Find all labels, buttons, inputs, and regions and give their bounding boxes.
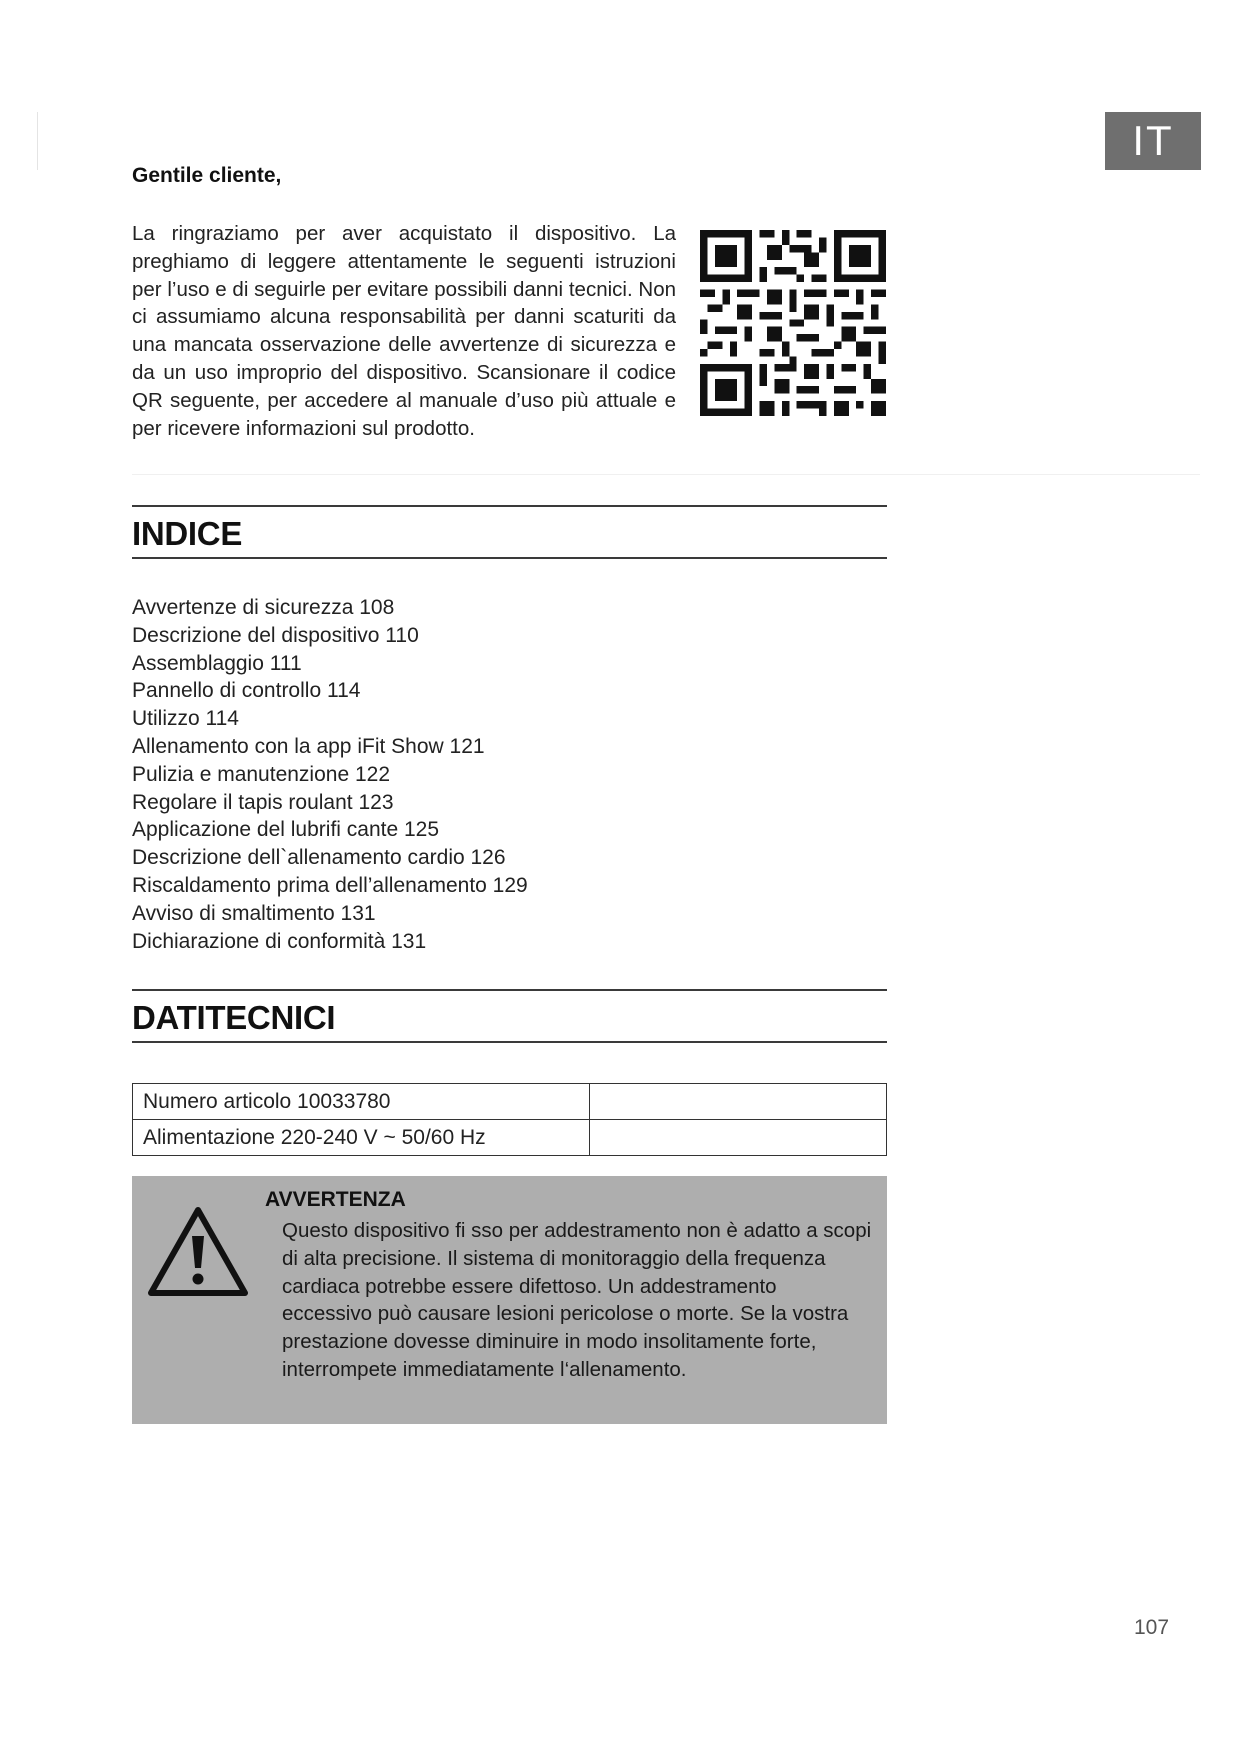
divider — [132, 474, 1200, 475]
index-title: INDICE — [132, 515, 243, 552]
toc-item: Descrizione dell`allenamento cardio 126 — [132, 846, 506, 870]
toc-item: Avviso di smaltimento 131 — [132, 901, 376, 925]
toc-item: Allenamento con la app iFit Show 121 — [132, 734, 485, 758]
language-tab: IT — [1105, 112, 1201, 170]
table-row — [133, 1120, 887, 1156]
intro-paragraph: La ringraziamo per aver acquistato il dispositivo. La preghiamo di leggere attentamente le seguenti istruzioni per l’uso e di seguirle per evitare possibili danni tecnici. Non ci assumiamo alcuna responsabilità per danni scaturiti da una mancata osservazione delle avvertenze di sicurezza e da un uso improprio del dispositivo. Scansionare il codice QR seguente, per accedere al manuale d’uso più attuale e per ricevere informazioni sul prodotto. — [132, 222, 676, 440]
spec-label: Alimentazione 220-240 V ~ 50/60 Hz — [133, 1120, 590, 1156]
toc-item: Pannello di controllo 114 — [132, 679, 361, 703]
greeting: Gentile cliente, — [132, 164, 282, 187]
toc-item: Assemblaggio 111 — [132, 651, 302, 675]
table-of-contents — [132, 594, 528, 955]
spec-value — [590, 1120, 887, 1156]
index-heading — [132, 505, 887, 559]
warning-triangle-icon — [146, 1204, 250, 1300]
spec-value — [590, 1084, 887, 1120]
specs-heading — [132, 989, 887, 1043]
toc-item: Riscaldamento prima dell’allenamento 129 — [132, 873, 528, 897]
toc-item: Pulizia e manutenzione 122 — [132, 762, 391, 786]
toc-item: Dichiarazione di conformità 131 — [132, 929, 427, 953]
toc-item: Avvertenze di sicurezza 108 — [132, 596, 395, 619]
specs-title: DATITECNICI — [132, 999, 336, 1036]
table-row — [133, 1084, 887, 1120]
page-number: 107 — [1134, 1616, 1170, 1639]
margin-rule — [37, 112, 38, 170]
toc-item: Utilizzo 114 — [132, 707, 239, 731]
spec-label: Numero articolo 10033780 — [133, 1084, 590, 1120]
warning-title: AVVERTENZA — [265, 1188, 406, 1211]
qr-code-icon — [700, 230, 886, 416]
warning-box — [132, 1176, 887, 1424]
toc-item: Regolare il tapis roulant 123 — [132, 790, 394, 814]
warning-text: Questo dispositivo fi sso per addestramento non è adatto a scopi di alta precisione. Il sistema di monitoraggio della frequenza cardiaca potrebbe essere difettoso. Un addestramento eccessivo può causare lesioni pericolose o morte. Se la vostra prestazione dovesse diminuire in modo insolitamente forte, interrompete immediatamente l‘allenamento. — [282, 1219, 872, 1381]
specs-table — [132, 1083, 887, 1156]
toc-item: Descrizione del dispositivo 110 — [132, 623, 419, 647]
toc-item: Applicazione del lubrifi cante 125 — [132, 818, 440, 842]
